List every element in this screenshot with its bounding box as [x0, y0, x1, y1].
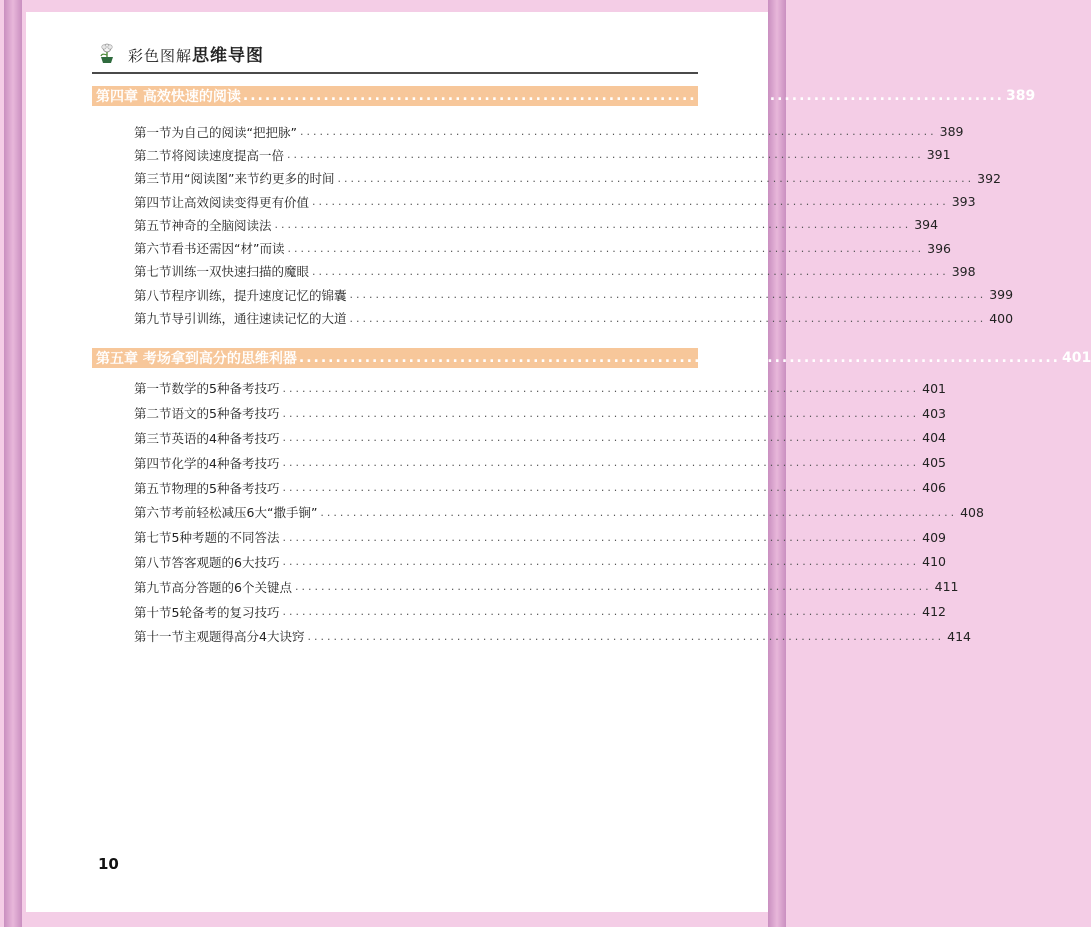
dot-leader: .................................................................................................. — [337, 171, 975, 185]
toc-entry[interactable] — [134, 306, 1014, 329]
dot-leader: .................................................................................................. — [282, 456, 920, 470]
dot-leader: .................................................................................................. — [349, 311, 987, 325]
toc-entry[interactable] — [134, 401, 947, 426]
section-title: 5种考题的不同答法 — [171, 530, 280, 546]
dot-leader: .................................................................................................. — [282, 555, 920, 569]
chapter-page-number: 401 — [1061, 350, 1091, 366]
section-page-number: 391 — [926, 147, 951, 163]
chapter-heading[interactable] — [92, 348, 1091, 368]
dot-leader: .................................................................................................. — [282, 481, 920, 495]
section-number: 第四节 — [134, 455, 172, 471]
dot-leader: .................................................................................................. — [299, 125, 937, 139]
dot-leader: .................................................................................................. — [282, 530, 920, 544]
section-page-number: 401 — [922, 380, 947, 396]
dot-leader: .................................................................................................. — [312, 264, 949, 278]
toc-entry[interactable] — [134, 475, 947, 500]
dot-leader: .................................................................................................. — [274, 218, 912, 232]
section-number: 第一节 — [134, 381, 172, 397]
chapter-page-number: 389 — [1005, 88, 1036, 104]
toc-entry[interactable] — [134, 599, 947, 624]
toc-entry[interactable] — [134, 167, 1001, 190]
section-page-number: 393 — [951, 194, 976, 210]
section-number: 第九节 — [134, 579, 172, 595]
section-number: 第八节 — [134, 287, 172, 303]
section-title: 看书还需因“材”而读 — [171, 241, 285, 257]
section-title: 高分答题的6个关键点 — [171, 579, 292, 595]
section-page-number: 405 — [922, 455, 947, 471]
dot-leader: .................................................................................................. — [307, 629, 945, 643]
section-number: 第一节 — [134, 124, 172, 140]
section-page-number: 412 — [922, 604, 947, 620]
dot-leader: .................................................................................................. — [320, 505, 958, 519]
chapter-4-sections — [134, 120, 1014, 330]
section-title: 答客观题的6大技巧 — [171, 554, 280, 570]
section-page-number: 406 — [922, 480, 947, 496]
toc-entry[interactable] — [134, 550, 947, 575]
section-title: 神奇的全脑阅读法 — [171, 217, 272, 233]
section-number: 第五节 — [134, 217, 172, 233]
section-title: 数学的5种备考技巧 — [171, 381, 280, 397]
page-header — [96, 40, 264, 66]
book-page — [26, 12, 1091, 912]
section-page-number: 403 — [922, 405, 947, 421]
flower-pot-icon — [96, 42, 118, 64]
dot-leader: .................................................................................................. — [282, 605, 920, 619]
toc-entry[interactable] — [134, 500, 984, 525]
section-title: 考前轻松减压6大“撒手锏” — [171, 505, 318, 521]
toc-entry[interactable] — [134, 426, 947, 451]
left-binding-frame — [4, 0, 22, 927]
dot-leader: .................................................................................................. — [282, 381, 920, 395]
section-page-number: 411 — [934, 579, 959, 595]
toc-entry[interactable] — [134, 236, 951, 259]
toc-entry[interactable] — [134, 120, 964, 143]
section-page-number: 404 — [922, 430, 947, 446]
chapter-title: 第五章 考场拿到高分的思维利器 — [96, 351, 297, 367]
toc-entry[interactable] — [134, 574, 959, 599]
section-number: 第二节 — [134, 406, 172, 422]
section-title: 让高效阅读变得更有价值 — [171, 194, 310, 210]
section-number: 第七节 — [134, 530, 172, 546]
section-title: 化学的4种备考技巧 — [171, 455, 280, 471]
section-title: 为自己的阅读“把把脉” — [171, 124, 297, 140]
section-title: 训练一双快速扫描的魔眼 — [171, 264, 310, 280]
section-page-number: 400 — [989, 310, 1014, 326]
section-number: 第十节 — [134, 604, 172, 620]
section-number: 第三节 — [134, 430, 172, 446]
section-page-number: 408 — [960, 504, 984, 520]
section-title: 英语的4种备考技巧 — [171, 430, 280, 446]
section-page-number: 410 — [922, 554, 947, 570]
chapter-title: 第四章 高效快速的阅读 — [96, 89, 241, 105]
dot-leader: ........................................................................................................ — [298, 350, 1060, 366]
toc-entry[interactable] — [134, 376, 947, 401]
section-page-number: 389 — [939, 124, 964, 140]
toc-entry[interactable] — [134, 190, 976, 213]
dot-leader: .................................................................................................. — [294, 580, 932, 594]
book-title: 彩色图解思维导图 — [128, 45, 265, 66]
section-title: 将阅读速度提高一倍 — [171, 147, 285, 163]
section-number: 第七节 — [134, 264, 172, 280]
dot-leader: .................................................................................................. — [287, 148, 924, 162]
chapter-5-sections — [134, 376, 984, 649]
section-page-number: 394 — [914, 217, 939, 233]
section-number: 第三节 — [134, 171, 172, 187]
section-title: 语文的5种备考技巧 — [171, 406, 280, 422]
section-number: 第四节 — [134, 194, 172, 210]
toc-entry[interactable] — [134, 213, 939, 236]
toc-entry[interactable] — [134, 624, 972, 649]
dot-leader: .................................................................................................. — [287, 241, 925, 255]
section-number: 第十一节 — [134, 629, 185, 645]
section-page-number: 398 — [951, 263, 976, 279]
section-number: 第六节 — [134, 241, 172, 257]
toc-entry[interactable] — [134, 283, 1014, 306]
section-number: 第九节 — [134, 311, 172, 327]
toc-entry[interactable] — [134, 260, 976, 283]
toc-entry[interactable] — [134, 525, 947, 550]
section-page-number: 414 — [947, 628, 972, 644]
section-number: 第五节 — [134, 480, 172, 496]
dot-leader: .................................................................................................. — [282, 406, 920, 420]
section-number: 第二节 — [134, 147, 172, 163]
section-title: 程序训练，提升速度记忆的锦囊 — [171, 287, 347, 303]
section-number: 第八节 — [134, 554, 172, 570]
section-number: 第六节 — [134, 505, 172, 521]
header-divider — [92, 72, 698, 74]
section-title: 5轮备考的复习技巧 — [171, 604, 280, 620]
section-page-number: 399 — [989, 287, 1014, 303]
section-page-number: 392 — [977, 170, 1001, 186]
dot-leader: .................................................................................................. — [312, 195, 949, 209]
chapter-heading[interactable] — [92, 86, 1036, 106]
dot-leader: .................................................................................................. — [282, 431, 920, 445]
toc-entry[interactable] — [134, 450, 947, 475]
section-page-number: 409 — [922, 529, 947, 545]
section-page-number: 396 — [927, 240, 951, 256]
section-title: 导引训练，通往速读记忆的大道 — [171, 311, 347, 327]
section-title: 主观题得高分4大诀窍 — [184, 629, 305, 645]
section-title: 物理的5种备考技巧 — [171, 480, 280, 496]
dot-leader: .................................................................................................. — [349, 288, 987, 302]
toc-entry[interactable] — [134, 143, 951, 166]
dot-leader: ........................................................................................................ — [242, 88, 1004, 104]
page-number: 10 — [98, 855, 119, 873]
section-title: 用“阅读图”来节约更多的时间 — [171, 171, 335, 187]
